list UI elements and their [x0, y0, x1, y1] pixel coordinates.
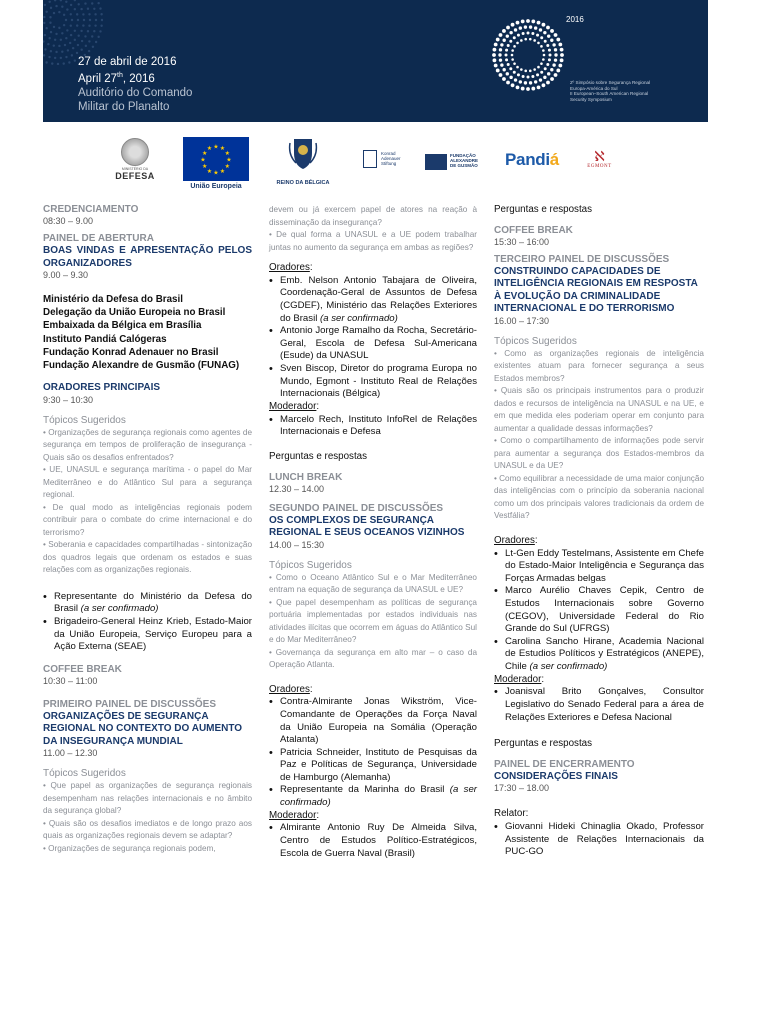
speakers-label-text: Oradores: [269, 683, 310, 695]
konrad-line: Stiftung: [381, 161, 397, 166]
program-column-1: [43, 204, 252, 855]
moderator-label-text: Moderador: [269, 809, 317, 821]
program-column-3: [494, 204, 704, 859]
organizer-item: Instituto Pandiá Calógeras: [43, 333, 167, 345]
organizer-item: Embaixada da Bélgica em Brasília: [43, 320, 202, 332]
logo-eu-label: União Europeia: [190, 183, 242, 190]
topic-item: • De qual forma a UNASUL e a UE podem trabalhar juntas no aumento da segurança em ambas as regiões?: [269, 230, 477, 252]
time-slot: 9:30 – 10:30: [43, 394, 94, 405]
moderator-item: • Marcelo Rech, Instituto InfoRel de Relações Internacionais e Defesa: [269, 414, 477, 439]
date-pt: 27 de abril de 2016: [78, 56, 177, 68]
speaker-note: (a ser confirmado): [320, 312, 398, 324]
panel-title: BOAS VINDAS E APRESENTAÇÃO PELOS ORGANIZADORES: [43, 245, 252, 269]
speaker-item: [43, 591, 252, 616]
section-heading: PAINEL DE ABERTURA: [43, 233, 154, 244]
speakers-label-text: Oradores: [494, 534, 535, 546]
section-heading: PRIMEIRO PAINEL DE DISCUSSÕES: [43, 698, 216, 710]
topic-item: • Organizações de segurança regionais como agentes de segurança em tempos de proliferação de insegurança - Quais são os desafios enfrentados?: [43, 427, 252, 462]
section-heading: COFFEE BREAK: [494, 224, 573, 236]
logo-belgica-label: REINO DA BÉLGICA: [276, 180, 330, 186]
funag-line: ALEXANDRE: [450, 158, 479, 163]
organizer-item: Delegação da União Europeia no Brasil: [43, 307, 226, 319]
panel-title: ORGANIZAÇÕES DE SEGURANÇA REGIONAL NO CONTEXTO DO AUMENTO DA INSEGURANÇA MUNDIAL: [43, 710, 243, 747]
logo-egmont: [577, 152, 622, 169]
event-year: 2016: [566, 15, 584, 24]
panel-title: CONSTRUINDO CAPACIDADES DE INTELIGÊNCIA REGIONAIS EM RESPOSTA À EVOLUÇÃO DA CRIMINALIDADE INTERNACIONAL E DO TERRORISMO: [494, 265, 698, 315]
topic-item: • Como equilibrar a necessidade de uma maior conjunção das inteligências com o princípio da soberania nacional como um dos principais valores tradicionais da ordem de Vestfália?: [494, 473, 704, 521]
topics-heading: Tópicos Sugeridos: [269, 559, 352, 571]
venue-line-1: Auditório do Comando: [78, 86, 193, 99]
event-title-line: 2º Simpósio sobre Segurança Regional: [570, 80, 651, 85]
konrad-adenauer-icon: [363, 150, 377, 168]
svg-text:★: ★: [219, 167, 226, 175]
topic-item: • De qual modo as inteligências regionais podem contribuir para o combate do crime internacional e do terrorismo?: [43, 502, 252, 537]
topic-item: • UE, UNASUL e segurança marítima - o papel do Mar Mediterrâneo e do Atlântico Sul para a segurança regional.: [43, 465, 252, 500]
time-slot: 17:30 – 18.00: [494, 783, 550, 794]
speaker-text: Patricia Schneider, Instituto de Pesquisas da Paz e Políticas de Segurança, Universidade de Hamburgo (Alemanha): [280, 746, 477, 783]
partner-logos: [0, 130, 768, 196]
moderator-label-text: Moderador: [269, 400, 317, 412]
logo-funag-label: [450, 153, 478, 168]
speaker-item: [269, 325, 477, 363]
speakers-label: Oradores:: [269, 683, 313, 695]
speaker-list: [43, 591, 252, 654]
moderator-item: • Joanisval Brito Gonçalves, Consultor Legislativo do Senado Federal para a área de Relações Exteriores e Defesa Nacional: [494, 686, 704, 724]
topic-item: • Organizações de segurança regionais podem,: [43, 843, 216, 853]
rapporteur-label: Relator:: [494, 808, 529, 820]
topics-heading: Tópicos Sugeridos: [43, 414, 126, 426]
time-slot: 08:30 – 9.00: [43, 216, 94, 226]
logo-pandia-main: Pandi: [505, 150, 550, 169]
panel-title: CONSIDERAÇÕES FINAIS: [494, 770, 618, 782]
speaker-text: Antonio Jorge Ramalho da Rocha, Secretário-Geral, Escola de Defesa Sul-Americana (Esude) da UNASUL: [280, 325, 477, 362]
time-slot: 16.00 – 17:30: [494, 315, 550, 326]
speaker-list: [269, 275, 477, 401]
time-slot: 9.00 – 9.30: [43, 270, 89, 280]
logo-defesa-small: MINISTÉRIO DA: [121, 167, 149, 171]
logo-defesa-label: DEFESA: [115, 171, 155, 181]
section-heading: ORADORES PRINCIPAIS: [43, 382, 161, 394]
speakers-label: Oradores:: [269, 262, 313, 273]
speaker-text: Lt-Gen Eddy Testelmans, Assistente em Chefe do Estado-Maior Inteligência e Segurança das Forças Armadas belgas: [505, 547, 704, 584]
speaker-text: Representante da Marinha do Brasil: [280, 784, 450, 796]
speaker-note: (a ser confirmado): [80, 603, 159, 615]
konrad-line: Konrad: [381, 151, 396, 156]
logo-ministerio-defesa: [110, 138, 160, 181]
speaker-note: (a ser confirmado): [529, 660, 608, 672]
date-en: April 27th, 2016: [78, 72, 155, 85]
qa-label: Perguntas e respostas: [494, 738, 593, 750]
time-slot: 10:30 – 11:00: [43, 675, 98, 686]
venue-line-2: Militar do Planalto: [78, 100, 170, 113]
section-heading: SEGUNDO PAINEL DE DISCUSSÕES: [269, 502, 444, 514]
section-heading: PAINEL DE ENCERRAMENTO: [494, 758, 635, 770]
organizer-item: Fundação Konrad Adenauer no Brasil: [43, 346, 219, 358]
rapporteur-item: • Giovanni Hideki Chinaglia Okado, Professor Assistente de Relações Internacionais da PUC-GO: [494, 821, 704, 859]
eu-flag-icon: [183, 137, 249, 181]
funag-line: DE GUSMÃO: [450, 163, 478, 168]
speaker-item: [494, 548, 704, 586]
brazil-coat-of-arms-icon: [121, 138, 149, 166]
svg-text:★: ★: [206, 145, 213, 153]
qa-label: Perguntas e respostas: [269, 450, 368, 462]
topic-item: • Que papel as organizações de segurança regionais desempenham nas relações internacionais e no âmbito da segurança global?: [43, 781, 252, 816]
topic-item: • Que papel desempenham as políticas de segurança portuária implementadas por estados individuais nas atividades ilícitas que ocorrem em águas do Atlântico Sul e do Mar Mediterrâneo?: [269, 597, 477, 645]
speaker-item: [269, 747, 477, 785]
moderator-label: Moderador:: [269, 809, 320, 821]
logo-konrad-label: [381, 151, 401, 166]
topic-item: devem ou já exercem papel de atores na reação à disseminação da insegurança?: [269, 205, 477, 227]
logo-konrad-adenauer: [363, 150, 423, 174]
egmont-icon: ℵ: [594, 150, 605, 165]
logo-pandia: [505, 150, 559, 170]
event-title: [570, 80, 700, 102]
moderator-item: • Almirante Antonio Ruy De Almeida Silva, Centro de Estudos Político-Estratégicos, Escola de Guerra Naval (Brasil): [269, 822, 477, 860]
speaker-item: [43, 616, 252, 654]
speaker-item: [494, 585, 704, 635]
speaker-text: Brigadeiro-General Heinz Krieb, Estado-Maior da União Europeia, Serviço Europeu para a Ação Externa (SEAE): [54, 615, 252, 653]
event-title-line: Europa-América do Sul: [570, 85, 618, 91]
moderator-label-text: Moderador: [494, 673, 542, 685]
speaker-text: Representante do Ministério da Defesa do Brasil: [54, 590, 252, 615]
rapporteur-list: [494, 821, 704, 859]
svg-text:★: ★: [224, 163, 230, 170]
svg-text:★: ★: [219, 145, 226, 153]
speaker-text: Contra-Almirante Jonas Wikström, Vice-Comandante de Operações da Força Naval da União Europeia na Somália (Operação Atalanta): [280, 696, 477, 746]
funag-icon: [425, 154, 447, 170]
moderator-label: Moderador:: [269, 400, 320, 412]
moderator-list: [269, 414, 477, 439]
logo-pandia-accent: á: [549, 150, 559, 169]
time-slot: 15:30 – 16:00: [494, 236, 550, 247]
speaker-item: [269, 275, 477, 325]
speaker-text: Marco Aurélio Chaves Cepik, Centro de Estudos Internacionais sobre Governo (CEGOV), Universidade Federal do Rio Grande do Sul (UFRGS): [505, 585, 704, 635]
speaker-list: [269, 696, 477, 809]
svg-text:★: ★: [200, 156, 206, 164]
symposium-ring-logo: [491, 18, 565, 92]
time-slot: 11.00 – 12.30: [43, 748, 98, 759]
svg-text:★: ★: [224, 150, 230, 157]
svg-text:★: ★: [202, 163, 208, 170]
rapporteur-label-text: Relator: [494, 808, 526, 820]
svg-text:★: ★: [213, 143, 219, 151]
speakers-label-text: Oradores: [269, 262, 310, 273]
topic-item: • Soberania e capacidades compartilhadas - sintonização dos quadros legais que ordenam os estados e suas relações com as organizações regionais.: [43, 540, 252, 575]
section-heading: TERCEIRO PAINEL DE DISCUSSÕES: [494, 253, 670, 265]
organizer-item: Fundação Alexandre de Gusmão (FUNAG): [43, 360, 240, 372]
logo-uniao-europeia: [183, 137, 249, 190]
topics-heading: Tópicos Sugeridos: [494, 335, 577, 347]
program-column-2: [269, 204, 477, 860]
svg-text:★: ★: [206, 167, 213, 175]
konrad-line: Adenauer: [381, 156, 401, 161]
organizer-item: Ministério da Defesa do Brasil: [43, 294, 183, 305]
topic-item: • Quais são os principais instrumentos para o produzir dados e recursos de inteligência na UNASUL e na UE, e em que medida eles poderiam operar em conjunto para aumentar a qualidade dessas informações?: [494, 386, 704, 433]
speaker-list: [494, 548, 704, 674]
speaker-text: Carolina Sancho Hirane, Academia Nacional de Estudios Políticos y Estratégicos (ANEPE), Chile: [505, 635, 704, 672]
svg-text:★: ★: [202, 150, 208, 157]
topic-item: • Governança da segurança em alto mar – o caso da Operação Atlanta.: [269, 647, 477, 670]
topic-item: • Como o Oceano Atlântico Sul e o Mar Mediterrâneo entram na equação de segurança da UNASUL e UE?: [269, 572, 477, 595]
belgium-coat-of-arms-icon: [288, 135, 318, 171]
logo-funag: [425, 152, 493, 172]
event-title-line: Security Symposium: [570, 96, 612, 102]
speaker-note: (a ser confirmado): [280, 784, 477, 809]
section-heading: LUNCH BREAK: [269, 471, 343, 483]
topic-item: • Como as organizações regionais de inteligência existentes atuam para fornecer segurança a seus Estados membros?: [494, 348, 704, 383]
qa-label: Perguntas e respostas: [494, 204, 593, 215]
speaker-item: [494, 636, 704, 674]
speaker-item: [269, 696, 477, 746]
event-date-venue: [78, 55, 192, 114]
time-slot: 12.30 – 14.00: [269, 483, 325, 494]
moderator-label: Moderador:: [494, 673, 545, 685]
time-slot: 14.00 – 15:30: [269, 539, 325, 550]
svg-text:★: ★: [213, 169, 219, 177]
topic-item: • Como o compartilhamento de informações pode servir para aumentar a segurança dos Estados-membros da UNASUL e da UE?: [494, 436, 704, 471]
speaker-item: [269, 784, 477, 809]
logo-egmont-label: EGMONT: [587, 164, 612, 169]
topic-item: • Quais são os desafios imediatos e de longo prazo aos quais as organizações regionais devem se adaptar?: [43, 818, 252, 841]
event-title-line: II European–South American Regional: [570, 91, 649, 96]
section-heading: CREDENCIAMENTO: [43, 204, 139, 215]
moderator-list: [269, 822, 477, 860]
section-heading: COFFEE BREAK: [43, 663, 122, 675]
speaker-item: [269, 363, 477, 401]
speakers-label: Oradores:: [494, 534, 538, 546]
logo-reino-belgica: [272, 135, 334, 186]
topics-heading: Tópicos Sugeridos: [43, 768, 126, 780]
funag-line: FUNDAÇÃO: [450, 153, 476, 158]
svg-text:★: ★: [226, 156, 232, 164]
moderator-list: [494, 686, 704, 724]
speaker-text: Sven Biscop, Diretor do programa Europa no Mundo, Egmont - Instituto Real de Relações Internacionais (Bélgica): [280, 362, 477, 400]
header-banner: [43, 0, 708, 122]
speaker-text: Emb. Nelson Antonio Tabajara de Oliveira, Coordenação-Geral de Assuntos de Defesa (CGDEF), Ministério das Relações Exteriores do Brasil: [280, 274, 477, 324]
panel-title: OS COMPLEXOS DE SEGURANÇA REGIONAL E SEUS OCEANOS VIZINHOS: [269, 514, 465, 539]
